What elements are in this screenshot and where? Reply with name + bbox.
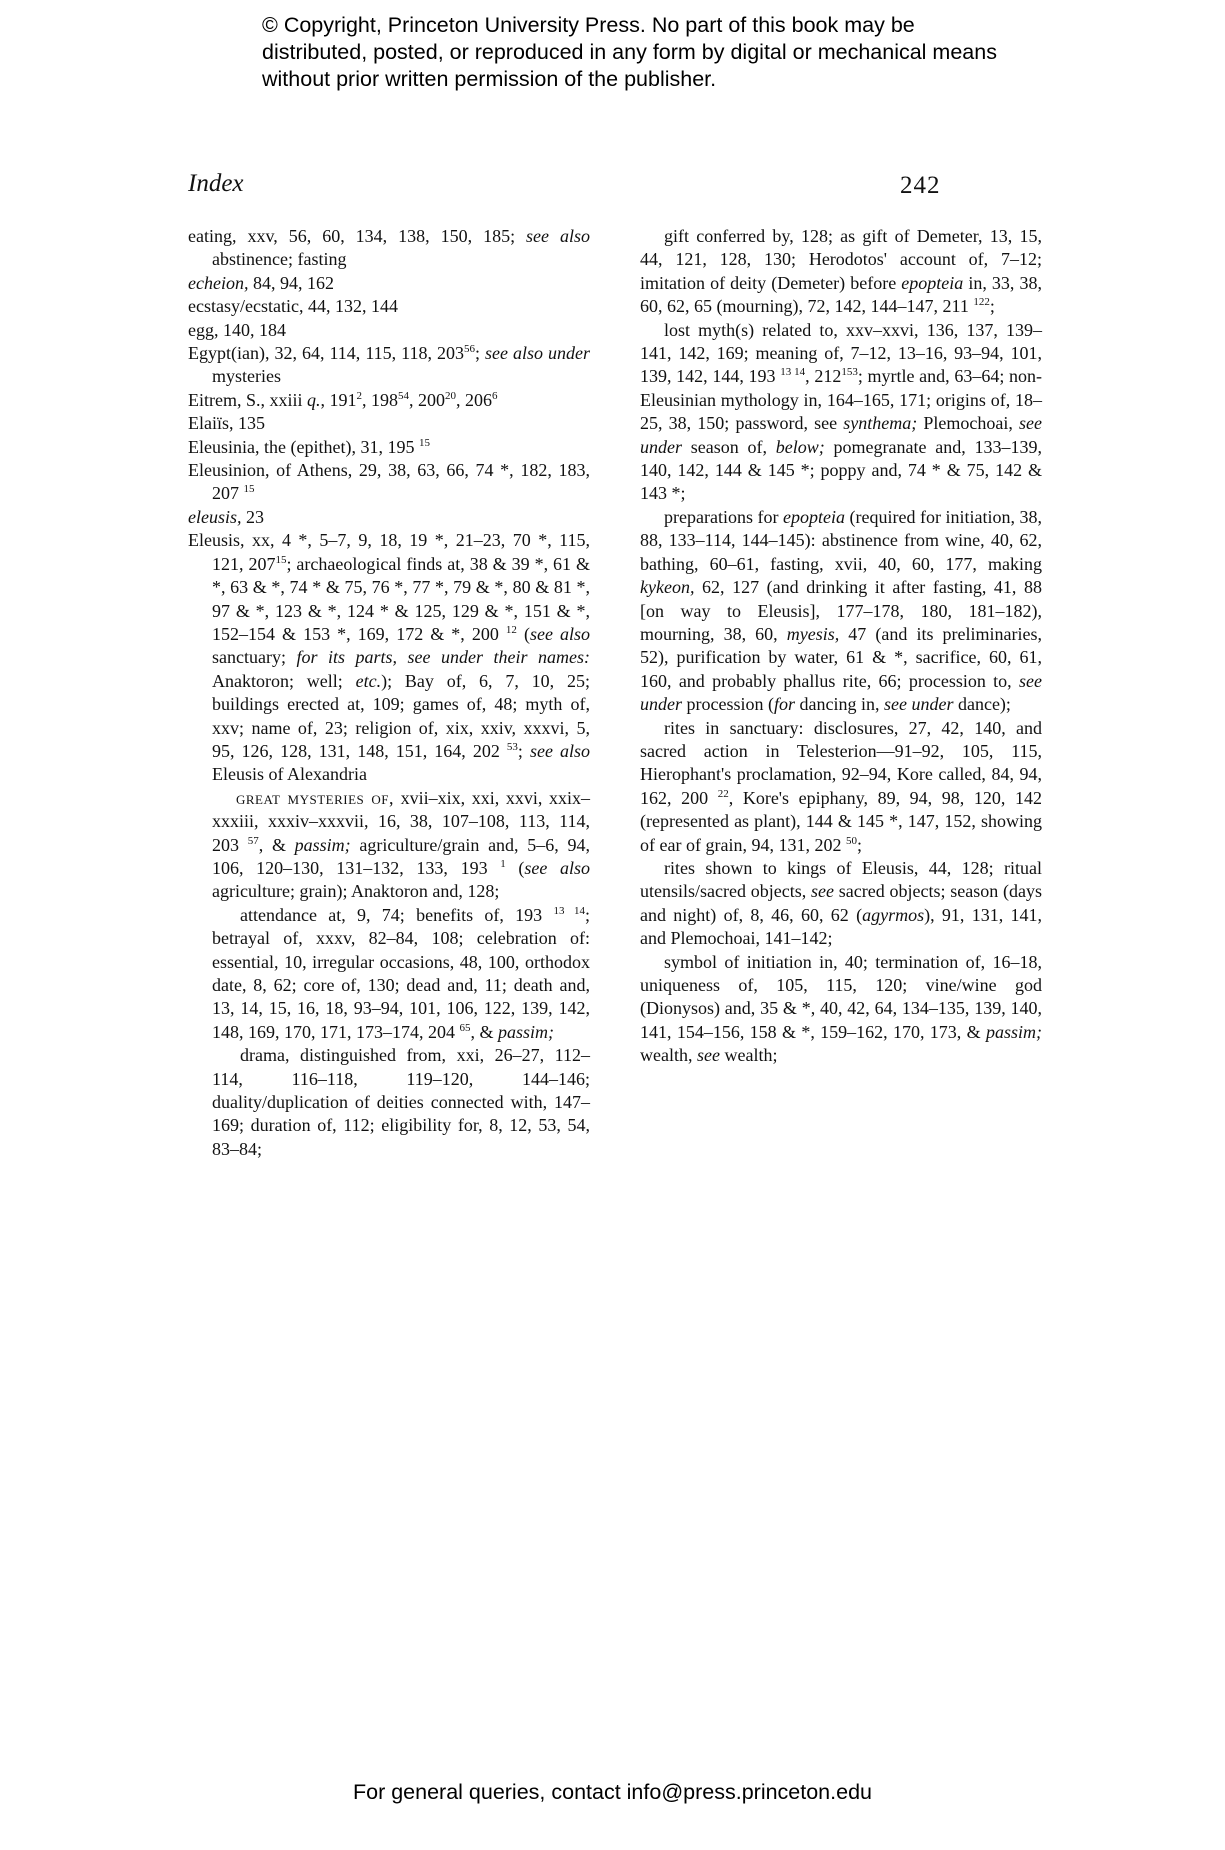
index-entry-eating: eating, xxv, 56, 60, 134, 138, 150, 185; see also abstinence; fasting <box>188 226 591 270</box>
index-entry-eitrem: Eitrem, S., xxiii q., $191^2$, $198^{54}$, $200^{20}$, $206^6$ <box>188 389 498 410</box>
index-entry-ecstasy: ecstasy/ecstatic, 44, 132, 144 <box>188 296 398 317</box>
index-entry-eleusis-term: eleusis, 23 <box>188 506 264 527</box>
index-subentry-symbol: symbol of initiation in, 40; termination of, 16–18, uniqueness of, 105, 115, 120; vine/wine god (Dionysos) and, 35 & *, 40, 42, 64, 134–135, 139, 140, 141, 154–156, 158 & *, 159–162, 170, 173, & passim; wealth, see wealth; <box>640 951 1042 1066</box>
index-subentry-preparations: preparations for epopteia (required for initiation, 38, 88, 133–114, 144–145): abstinence from wine, 40, 62, bathing, 60–61, fasting, xvii, 40, 60, 177, making kykeon, 62, 127 (and drinking it after fasting, 41, 88 [on way to Eleusis], 177–178, 180, 181–182), mourning, 38, 60, myesis, 47 (and its preliminaries, 52), purification by water, 61 & *, sacrifice, 60, 61, 160, and probably phallus rite, 66; procession to, see under procession (for dancing in, see under dance); <box>640 506 1043 715</box>
index-column-left <box>188 225 590 1161</box>
copyright-notice: © Copyright, Princeton University Press. No part of this book may be distributed, posted, or reproduced in any form by digital or mechanical means without prior written permission of the publisher. <box>262 13 997 91</box>
index-entry-eleusis: Eleusis, xx, 4 *, 5–7, 9, 18, 19 *, 21–23, 70 *, 115, 121, $207^{15}$; archaeological finds at, 38 & 39 *, 61 & *, 63 & *, 74 * & 75, 76 *, 77 *, 79 & *, 80 & 81 *, 97 & *, 123 & *, 124 * & 125, 129 & *, 151 & *, 152–154 & 153 *, 169, 172 & *, 200 $^{12}$ (see also sanctuary; for its parts, see under their names: Anaktoron; well; etc.); Bay of, 6, 7, 10, 25; buildings erected at, 109; games of, 48; myth of, xxv; name of, 23; religion of, xix, xxiv, xxxvi, 5, 95, 126, 128, 131, 148, 151, 164, 202 $^{53}$; see also Eleusis of Alexandria <box>188 530 591 785</box>
index-subentry-rites-shown: rites shown to kings of Eleusis, 44, 128; ritual utensils/sacred objects, see sacred objects; season (days and night) of, 8, 46, 60, 62 (agyrmos), 91, 131, 141, and Plemochoai, 141–142; <box>640 857 1042 949</box>
index-entry-egg: egg, 140, 184 <box>188 319 286 340</box>
index-entry-eleusinion: Eleusinion, of Athens, 29, 38, 63, 66, 74 *, 182, 183, 207 $^{15}$ <box>188 460 590 504</box>
page-number: 242 <box>900 172 941 199</box>
index-entry-egypt: Egypt(ian), 32, 64, 114, 115, 118, $203^{56}$; see also under mysteries <box>188 343 591 387</box>
index-entry-elaiis: Elaiïs, 135 <box>188 413 265 434</box>
index-subentry-attendance: attendance at, 9, 74; benefits of, 193 $^{13 14}$; betrayal of, xxxv, 82–84, 108; celebration of: essential, 10, irregular occasions, 48, 100, orthodox date, 8, 62; core of, 130; dead and, 11; death and, 13, 14, 15, 16, 18, 93–94, 101, 106, 122, 139, 142, 148, 169, 170, 171, 173–174, 204 $^{65}$, & passim; <box>212 904 591 1042</box>
index-entry-echeion: echeion, 84, 94, 162 <box>188 272 334 293</box>
index-subentry-great-mysteries: great mysteries of, xvii–xix, xxi, xxvi, xxix–xxxiii, xxxiv–xxxvii, 16, 38, 107–108, 113, 114, 203 $^{57}$, & passim; agriculture/grain and, 5–6, 94, 106, 120–130, 131–132, 133, 193 $^1$ (see also agriculture; grain); Anaktoron and, 128; <box>212 787 591 902</box>
running-head: Index <box>188 170 244 197</box>
index-entry-eleusinia: Eleusinia, the (epithet), 31, 195 $^{15}$ <box>188 436 430 457</box>
contact-footer: For general queries, contact info@press.princeton.edu <box>352 1780 872 1804</box>
index-subentry-lost-myths: lost myth(s) related to, xxv–xxvi, 136, 137, 139–141, 142, 169; meaning of, 7–12, 13–16, 93–94, 101, 139, 142, 144, 193 $^{13 14}$, $212^{153}$; myrtle and, 63–64; non-Eleusinian mythology in, 164–165, 171; origins of, 18–25, 38, 150; password, see synthema; Plemochoai, see under season of, below; pomegranate and, 133–139, 140, 142, 144 & 145 *; poppy and, 74 * & 75, 142 & 143 *; <box>640 319 1043 504</box>
index-column-right <box>640 225 1042 1068</box>
index-subentry-drama: drama, distinguished from, xxi, 26–27, 112–114, 116–118, 119–120, 144–146; duality/duplication of deities connected with, 147–169; duration of, 112; eligibility for, 8, 12, 53, 54, 83–84; <box>212 1045 590 1159</box>
index-subentry-rites-in-sanctuary: rites in sanctuary: disclosures, 27, 42, 140, and sacred action in Telesterion—91–92, 105, 115, Hierophant's proclamation, 92–94, Kore called, 84, 94, 162, 200 $^{22}$, Kore's epiphany, 89, 94, 98, 120, 142 (represented as plant), 144 & 145 *, 147, 152, showing of ear of grain, 94, 131, 202 $^{50}$; <box>640 717 1043 855</box>
index-subentry-gift: gift conferred by, 128; as gift of Demeter, 13, 15, 44, 121, 128, 130; Herodotos' account of, 7–12; imitation of deity (Demeter) before epopteia in, 33, 38, 60, 62, 65 (mourning), 72, 142, 144–147, 211 $^{122}$; <box>640 226 1042 317</box>
